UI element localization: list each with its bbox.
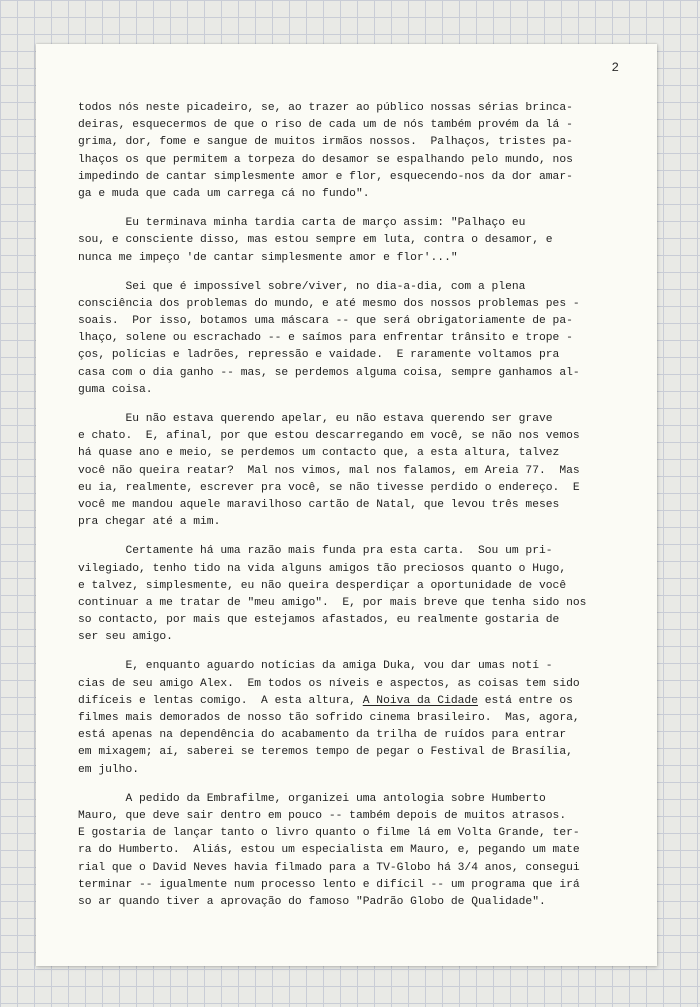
- paragraph-7: [78, 791, 623, 911]
- text-line: ga e muda que cada um carrega cá no fundo".: [78, 187, 370, 200]
- text-line: Sei que é impossível sobre/viver, no dia-a-dia, com a plena: [78, 280, 526, 293]
- text-line-with-film-title: [78, 693, 623, 710]
- text-line: e chato. E, afinal, por que estou descarregando em você, se não nos vemos: [78, 430, 580, 443]
- film-title: A Noiva da Cidade: [362, 694, 478, 707]
- text-line: todos nós neste picadeiro, se, ao trazer ao público nossas sérias brinca-: [78, 102, 573, 114]
- text-line: Eu não estava querendo apelar, eu não estava querendo ser grave: [78, 413, 553, 425]
- text-line: so contacto, por mais que estejamos afastados, eu realmente gostaria de: [78, 614, 560, 627]
- text-line: Mauro, que deve sair dentro em pouco -- também depois de muitos atrasos.: [78, 809, 567, 822]
- text-line: filmes mais demorados de nosso tão sofrido cinema brasileiro. Mas, agora,: [78, 712, 580, 724]
- text-line: lhaço, solene ou escrachado -- e saímos para enfrentar trânsito e trope -: [78, 332, 573, 345]
- text-line: em mixagem; aí, saberei se teremos tempo de pegar o Festival de Brasília,: [78, 746, 573, 759]
- paragraph-6: [78, 658, 623, 778]
- paragraph-3: [78, 279, 623, 399]
- text-line: E gostaria de lançar tanto o livro quanto o filme lá em Volta Grande, ter-: [78, 827, 580, 840]
- text-line: casa com o dia ganho -- mas, se perdemos alguma coisa, sempre ganhamos al-: [78, 366, 580, 379]
- text-line: nunca me impeço 'de cantar simplesmente amor e flor'...": [78, 251, 458, 264]
- paragraph-1: [78, 100, 623, 203]
- text-line: soais. Por isso, botamos uma máscara -- que será obrigatoriamente de pa-: [78, 315, 573, 328]
- text-line: vilegiado, tenho tido na vida alguns amigos tão preciosos quanto o Hugo,: [78, 562, 567, 575]
- text-line: consciência dos problemas do mundo, e até mesmo dos nossos problemas pes -: [78, 297, 580, 310]
- text-line: há quase ano e meio, se perdemos um contacto que, a esta altura, talvez: [78, 447, 560, 460]
- text-line: lhaços os que permitem a torpeza do desamor se espalhando pelo mundo, nos: [78, 153, 573, 166]
- text-line: A pedido da Embrafilme, organizei uma antologia sobre Humberto: [78, 792, 546, 805]
- text-line: ços, polícias e ladrões, repressão e vaidade. E raramente voltamos pra: [78, 349, 560, 362]
- letter-page: [36, 44, 657, 966]
- text-line: terminar -- igualmente num processo lento e difícil -- um programa que irá: [78, 878, 580, 891]
- paragraph-5: [78, 543, 623, 646]
- text-line: você me mandou aquele maravilhoso cartão de Natal, que levou três meses: [78, 498, 560, 511]
- text-line: sou, e consciente disso, mas estou sempre em luta, contra o desamor, e: [78, 234, 553, 247]
- text-line: continuar a me tratar de "meu amigo". E, por mais breve que tenha sido nos: [78, 596, 587, 609]
- text-line: ser seu amigo.: [78, 631, 173, 644]
- letter-body: [78, 100, 623, 911]
- text-line: pra chegar até a mim.: [78, 516, 221, 529]
- text-line: Eu terminava minha tardia carta de março assim: "Palhaço eu: [78, 217, 526, 230]
- page-number: 2: [611, 61, 619, 75]
- text-line: impedindo de cantar simplesmente amor e flor, esquecendo-nos da dor amar-: [78, 170, 573, 183]
- text-line: E, enquanto aguardo notícias da amiga Duka, vou dar umas notí -: [78, 660, 553, 673]
- text-line: em julho.: [78, 763, 140, 776]
- text-line: cias de seu amigo Alex. Em todos os níveis e aspectos, as coisas tem sido: [78, 677, 580, 690]
- text-line: deiras, esquecermos de que o riso de cada um de nós também provém da lá -: [78, 119, 573, 132]
- text-line: você não queira reatar? Mal nos vimos, mal nos falamos, em Areia 77. Mas: [78, 464, 580, 477]
- text-segment: está entre os: [477, 694, 573, 707]
- text-segment: difíceis e lentas comigo. A esta altura,: [78, 694, 363, 707]
- text-line: Certamente há uma razão mais funda pra esta carta. Sou um pri-: [78, 545, 553, 558]
- text-line: e talvez, simplesmente, eu não queira desperdiçar a oportunidade de você: [78, 579, 567, 592]
- text-line: eu ia, realmente, escrever pra você, se não tivesse perdido o endereço. E: [78, 481, 580, 494]
- text-line: rial que o David Neves havia filmado para a TV-Globo há 3/4 anos, consegui: [78, 861, 580, 874]
- text-line: ra do Humberto. Aliás, estou um especialista em Mauro, e, pegando um mate: [78, 844, 580, 857]
- text-line: so ar quando tiver a aprovação do famoso "Padrão Globo de Qualidade".: [78, 895, 546, 908]
- paragraph-4: [78, 411, 623, 531]
- text-line: guma coisa.: [78, 383, 153, 396]
- paragraph-2: [78, 215, 623, 267]
- text-line: grima, dor, fome e sangue de muitos irmãos nossos. Palhaços, tristes pa-: [78, 136, 573, 149]
- text-line: está apenas na dependência do acabamento da trilha de ruídos para entrar: [78, 729, 567, 742]
